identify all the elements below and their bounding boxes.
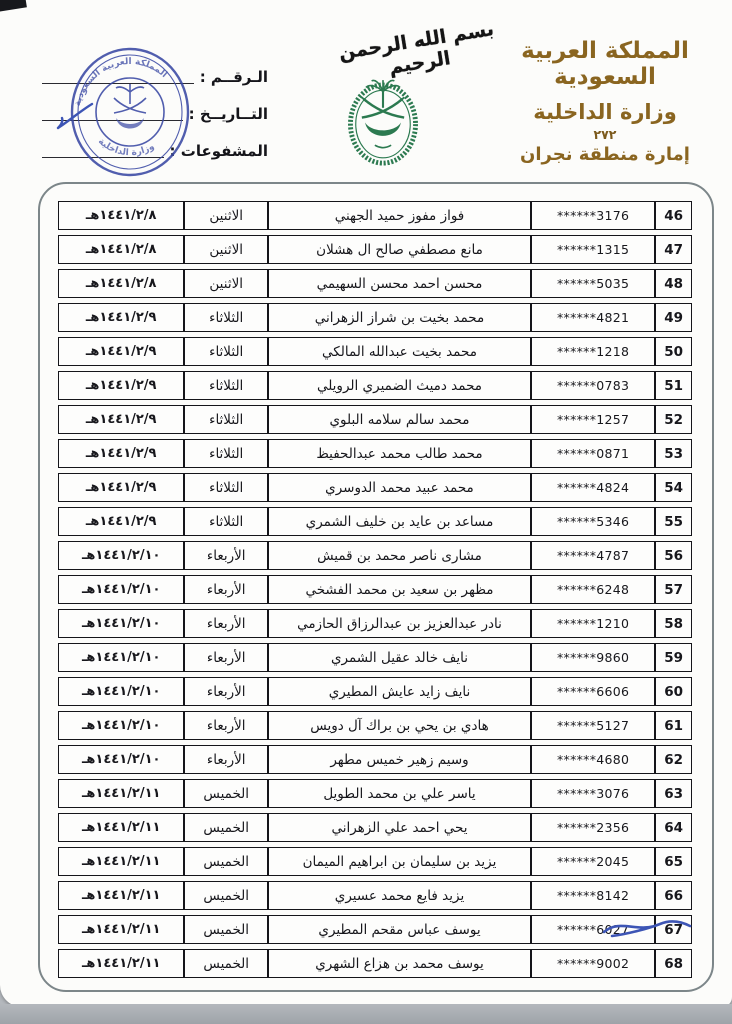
national-id-cell: ******6027 xyxy=(531,915,655,944)
name-cell: يحي احمد علي الزهراني xyxy=(268,813,531,842)
table-row xyxy=(58,235,692,264)
name-cell: محمد عبيد محمد الدوسري xyxy=(268,473,531,502)
hijri-date-cell: ١٤٤١/٢/١٠هـ xyxy=(58,643,184,672)
day-cell: الثلاثاء xyxy=(184,405,268,434)
table-row xyxy=(58,269,692,298)
row-number-cell: 65 xyxy=(655,847,692,876)
stamp-top-text: المملكة العربية السعودية xyxy=(72,56,169,108)
hijri-date-cell: ١٤٤١/٢/١٠هـ xyxy=(58,609,184,638)
hijri-date-cell: ١٤٤١/٢/١١هـ xyxy=(58,847,184,876)
national-id-cell: ******5127 xyxy=(531,711,655,740)
day-cell: الخميس xyxy=(184,813,268,842)
day-cell: الثلاثاء xyxy=(184,337,268,366)
basmala-text: بسم الله الرحمن الرحيم xyxy=(337,18,496,79)
table-row xyxy=(58,371,692,400)
row-number-cell: 61 xyxy=(655,711,692,740)
national-id-cell: ******0783 xyxy=(531,371,655,400)
row-number-cell: 57 xyxy=(655,575,692,604)
day-cell: الأربعاء xyxy=(184,711,268,740)
release-schedule-table xyxy=(58,196,692,983)
national-id-cell: ******0871 xyxy=(531,439,655,468)
day-cell: الأربعاء xyxy=(184,677,268,706)
national-id-cell: ******5346 xyxy=(531,507,655,536)
table-row xyxy=(58,881,692,910)
day-cell: الاثنين xyxy=(184,235,268,264)
hijri-date-cell: ١٤٤١/٢/٩هـ xyxy=(58,439,184,468)
hijri-date-cell: ١٤٤١/٢/١١هـ xyxy=(58,813,184,842)
national-id-cell: ******9002 xyxy=(531,949,655,978)
handwritten-mark xyxy=(48,100,108,134)
national-id-cell: ******1218 xyxy=(531,337,655,366)
name-cell: مشارى ناصر محمد بن قميش xyxy=(268,541,531,570)
day-cell: الاثنين xyxy=(184,269,268,298)
table-row xyxy=(58,745,692,774)
name-cell: محمد بخيت عبدالله المالكي xyxy=(268,337,531,366)
number-field-label: الـرقــم : xyxy=(199,68,268,86)
day-cell: الأربعاء xyxy=(184,541,268,570)
emirate-title: إمارة منطقة نجران xyxy=(520,143,690,165)
scan-edge xyxy=(0,1004,732,1024)
national-id-cell: ******2045 xyxy=(531,847,655,876)
name-cell: مساعد بن عايد بن خليف الشمري xyxy=(268,507,531,536)
name-cell: يوسف عباس مقحم المطيري xyxy=(268,915,531,944)
national-id-cell: ******1210 xyxy=(531,609,655,638)
hijri-date-cell: ١٤٤١/٢/٩هـ xyxy=(58,337,184,366)
table-row xyxy=(58,643,692,672)
national-id-cell: ******2356 xyxy=(531,813,655,842)
row-number-cell: 64 xyxy=(655,813,692,842)
table-row xyxy=(58,507,692,536)
row-number-cell: 52 xyxy=(655,405,692,434)
table-row xyxy=(58,609,692,638)
row-number-cell: 50 xyxy=(655,337,692,366)
hijri-date-cell: ١٤٤١/٢/٨هـ xyxy=(58,235,184,264)
table-row xyxy=(58,473,692,502)
hijri-date-cell: ١٤٤١/٢/٩هـ xyxy=(58,473,184,502)
hijri-date-cell: ١٤٤١/٢/١٠هـ xyxy=(58,541,184,570)
name-cell: نايف زايد عايش المطيري xyxy=(268,677,531,706)
table-row xyxy=(58,541,692,570)
hijri-date-cell: ١٤٤١/٢/١٠هـ xyxy=(58,745,184,774)
row-number-cell: 66 xyxy=(655,881,692,910)
table-row xyxy=(58,337,692,366)
hijri-date-cell: ١٤٤١/٢/١١هـ xyxy=(58,915,184,944)
day-cell: الثلاثاء xyxy=(184,439,268,468)
name-cell: هادي بن يحي بن براك آل دويس xyxy=(268,711,531,740)
day-cell: الأربعاء xyxy=(184,575,268,604)
ministry-title: وزارة الداخلية xyxy=(533,99,677,124)
row-number-cell: 68 xyxy=(655,949,692,978)
table-row xyxy=(58,915,692,944)
national-id-cell: ******9860 xyxy=(531,643,655,672)
table-row xyxy=(58,847,692,876)
enclosures-field-label: المشفوعات : xyxy=(169,142,268,160)
national-id-cell: ******1315 xyxy=(531,235,655,264)
table-row xyxy=(58,813,692,842)
table-row xyxy=(58,405,692,434)
table-body xyxy=(58,201,692,978)
national-id-cell: ******4680 xyxy=(531,745,655,774)
day-cell: الأربعاء xyxy=(184,609,268,638)
hijri-date-cell: ١٤٤١/٢/١١هـ xyxy=(58,949,184,978)
national-id-cell: ******3076 xyxy=(531,779,655,808)
hijri-date-cell: ١٤٤١/٢/١٠هـ xyxy=(58,677,184,706)
hijri-date-cell: ١٤٤١/٢/١٠هـ xyxy=(58,575,184,604)
national-id-cell: ******6606 xyxy=(531,677,655,706)
day-cell: الخميس xyxy=(184,881,268,910)
hijri-date-cell: ١٤٤١/٢/٩هـ xyxy=(58,507,184,536)
kingdom-title: المملكة العربية السعودية xyxy=(521,38,689,91)
table-row xyxy=(58,575,692,604)
ministry-emblem-icon xyxy=(342,72,424,168)
row-number-cell: 62 xyxy=(655,745,692,774)
signature-mark xyxy=(598,912,698,946)
name-cell: نايف خالد عقيل الشمري xyxy=(268,643,531,672)
day-cell: الأربعاء xyxy=(184,745,268,774)
table-row xyxy=(58,779,692,808)
office-code: ٢٧٢ xyxy=(593,126,617,142)
row-number-cell: 58 xyxy=(655,609,692,638)
row-number-cell: 53 xyxy=(655,439,692,468)
name-cell: محمد بخيت بن شراز الزهراني xyxy=(268,303,531,332)
national-id-cell: ******4824 xyxy=(531,473,655,502)
name-cell: يوسف محمد بن هزاع الشهري xyxy=(268,949,531,978)
day-cell: الخميس xyxy=(184,779,268,808)
day-cell: الخميس xyxy=(184,915,268,944)
row-number-cell: 54 xyxy=(655,473,692,502)
svg-text:وزارة الداخلية xyxy=(96,137,156,159)
hijri-date-cell: ١٤٤١/٢/٨هـ xyxy=(58,269,184,298)
national-id-cell: ******8142 xyxy=(531,881,655,910)
name-cell: ياسر علي بن محمد الطويل xyxy=(268,779,531,808)
national-id-cell: ******6248 xyxy=(531,575,655,604)
row-number-cell: 56 xyxy=(655,541,692,570)
table-row xyxy=(58,201,692,230)
name-cell: يزيد بن سليمان بن ابراهيم الميمان xyxy=(268,847,531,876)
day-cell: الأربعاء xyxy=(184,643,268,672)
row-number-cell: 55 xyxy=(655,507,692,536)
row-number-cell: 51 xyxy=(655,371,692,400)
day-cell: الثلاثاء xyxy=(184,507,268,536)
date-field-label: التــاريــخ : xyxy=(188,105,268,123)
name-cell: محمد سالم سلامه البلوي xyxy=(268,405,531,434)
national-id-cell: ******4787 xyxy=(531,541,655,570)
row-number-cell: 59 xyxy=(655,643,692,672)
hijri-date-cell: ١٤٤١/٢/١٠هـ xyxy=(58,711,184,740)
table-row xyxy=(58,303,692,332)
day-cell: الخميس xyxy=(184,847,268,876)
national-id-cell: ******5035 xyxy=(531,269,655,298)
header-gold-block xyxy=(486,38,724,165)
table-row xyxy=(58,677,692,706)
row-number-cell: 46 xyxy=(655,201,692,230)
row-number-cell: 63 xyxy=(655,779,692,808)
name-cell: فواز مفوز حميد الجهني xyxy=(268,201,531,230)
name-cell: نادر عبدالعزيز بن عبدالرزاق الحازمي xyxy=(268,609,531,638)
name-cell: مانع مصطفي صالح ال هشلان xyxy=(268,235,531,264)
name-cell: مظهر بن سعيد بن محمد الفشخي xyxy=(268,575,531,604)
name-cell: يزيد فايع محمد عسيري xyxy=(268,881,531,910)
row-number-cell: 48 xyxy=(655,269,692,298)
day-cell: الثلاثاء xyxy=(184,473,268,502)
table-row xyxy=(58,439,692,468)
hijri-date-cell: ١٤٤١/٢/١١هـ xyxy=(58,881,184,910)
table-row xyxy=(58,711,692,740)
national-id-cell: ******1257 xyxy=(531,405,655,434)
hijri-date-cell: ١٤٤١/٢/٩هـ xyxy=(58,405,184,434)
day-cell: الاثنين xyxy=(184,201,268,230)
row-number-cell: 67 xyxy=(655,915,692,944)
name-cell: وسيم زهير خميس مطهر xyxy=(268,745,531,774)
day-cell: الثلاثاء xyxy=(184,303,268,332)
day-cell: الخميس xyxy=(184,949,268,978)
table-row xyxy=(58,949,692,978)
stamp-bottom-text: وزارة الداخلية xyxy=(95,136,157,159)
name-cell: محمد طالب محمد عبدالحفيظ xyxy=(268,439,531,468)
day-cell: الثلاثاء xyxy=(184,371,268,400)
hijri-date-cell: ١٤٤١/٢/٨هـ xyxy=(58,201,184,230)
row-number-cell: 60 xyxy=(655,677,692,706)
row-number-cell: 49 xyxy=(655,303,692,332)
hijri-date-cell: ١٤٤١/٢/٩هـ xyxy=(58,303,184,332)
name-cell: محمد دميث الضميري الرويلي xyxy=(268,371,531,400)
row-number-cell: 47 xyxy=(655,235,692,264)
hijri-date-cell: ١٤٤١/٢/٩هـ xyxy=(58,371,184,400)
name-cell: محسن احمد محسن السهيمي xyxy=(268,269,531,298)
hijri-date-cell: ١٤٤١/٢/١١هـ xyxy=(58,779,184,808)
national-id-cell: ******3176 xyxy=(531,201,655,230)
national-id-cell: ******4821 xyxy=(531,303,655,332)
